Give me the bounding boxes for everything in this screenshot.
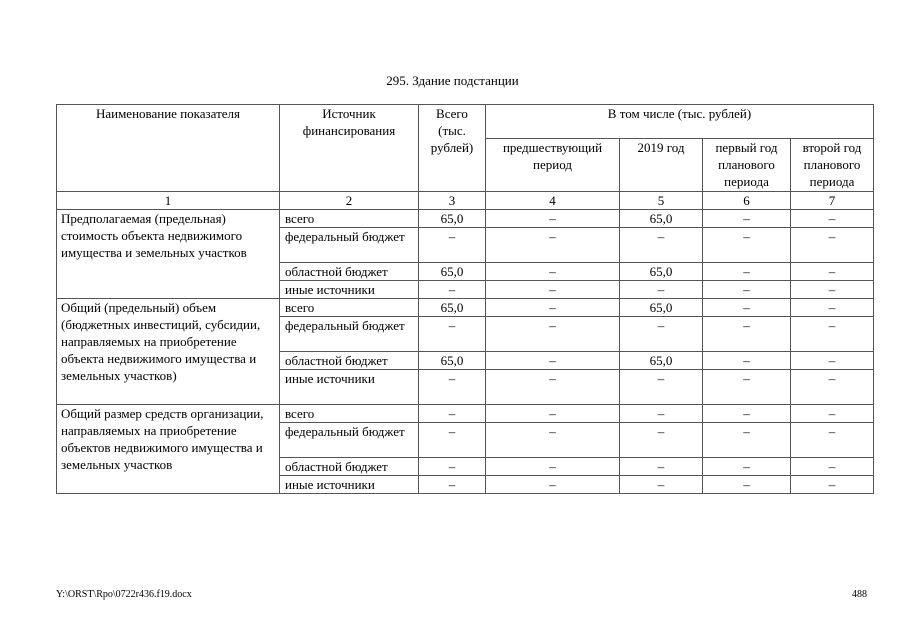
funding-source: всего (280, 405, 419, 423)
value-cell: – (486, 263, 620, 281)
indicator-name: Общий (предельный) объем (бюджетных инвестиций, субсидии, направляемых на приобретение объекта недвижимого имущества и земельных участков) (57, 299, 280, 405)
footer-page-number: 488 (852, 589, 867, 600)
value-cell: – (486, 405, 620, 423)
value-cell: – (791, 476, 874, 494)
value-cell: – (486, 370, 620, 405)
funding-source: областной бюджет (280, 352, 419, 370)
funding-source: иные источники (280, 281, 419, 299)
value-cell: – (703, 405, 791, 423)
value-cell: – (486, 476, 620, 494)
value-cell: 65,0 (419, 210, 486, 228)
table-row (57, 299, 874, 317)
funding-source: всего (280, 299, 419, 317)
value-cell: 65,0 (419, 352, 486, 370)
value-cell: – (419, 370, 486, 405)
column-number: 2 (280, 192, 419, 210)
value-cell: – (419, 458, 486, 476)
value-cell: – (791, 281, 874, 299)
column-number: 6 (703, 192, 791, 210)
value-cell: – (620, 228, 703, 263)
funding-source: иные источники (280, 476, 419, 494)
value-cell: – (703, 352, 791, 370)
funding-source: федеральный бюджет (280, 228, 419, 263)
value-cell: – (703, 210, 791, 228)
value-cell: – (620, 476, 703, 494)
value-cell: – (703, 476, 791, 494)
value-cell: 65,0 (419, 263, 486, 281)
value-cell: 65,0 (620, 352, 703, 370)
value-cell: – (620, 405, 703, 423)
column-number: 3 (419, 192, 486, 210)
value-cell: 65,0 (620, 299, 703, 317)
value-cell: – (486, 352, 620, 370)
table-row (57, 210, 874, 228)
value-cell: – (620, 370, 703, 405)
value-cell: 65,0 (620, 210, 703, 228)
value-cell: – (703, 281, 791, 299)
value-cell: – (791, 405, 874, 423)
header-plan-year-2: второй год планового периода (791, 139, 874, 192)
value-cell: – (419, 281, 486, 299)
value-cell: 65,0 (620, 263, 703, 281)
page-title: 295. Здание подстанции (386, 73, 519, 88)
value-cell: – (791, 352, 874, 370)
value-cell: – (620, 458, 703, 476)
value-cell: – (791, 263, 874, 281)
funding-source: областной бюджет (280, 458, 419, 476)
value-cell: – (419, 317, 486, 352)
header-source: Источник финансирования (280, 105, 419, 192)
value-cell: – (419, 405, 486, 423)
value-cell: – (791, 228, 874, 263)
value-cell: – (791, 370, 874, 405)
header-indicator: Наименование показателя (57, 105, 280, 192)
value-cell: – (620, 317, 703, 352)
value-cell: – (703, 228, 791, 263)
value-cell: – (486, 210, 620, 228)
value-cell: – (486, 458, 620, 476)
value-cell: – (791, 458, 874, 476)
table-row (57, 405, 874, 423)
indicator-name: Общий размер средств организации, направляемых на приобретение объектов недвижимого имущества и земельных участков (57, 405, 280, 494)
column-number: 5 (620, 192, 703, 210)
value-cell: – (791, 317, 874, 352)
value-cell: – (486, 228, 620, 263)
value-cell: – (791, 299, 874, 317)
column-number: 4 (486, 192, 620, 210)
value-cell: – (703, 263, 791, 281)
value-cell: – (620, 281, 703, 299)
value-cell: – (703, 317, 791, 352)
header-plan-year-1: первый год планового периода (703, 139, 791, 192)
value-cell: – (486, 281, 620, 299)
value-cell: – (486, 423, 620, 458)
value-cell: – (419, 423, 486, 458)
header-total: Всего (тыс. рублей) (419, 105, 486, 192)
column-number: 1 (57, 192, 280, 210)
footer-file-path: Y:\ORST\Rpo\0722r436.f19.docx (56, 589, 192, 600)
header-including: В том числе (тыс. рублей) (486, 105, 874, 139)
value-cell: – (791, 423, 874, 458)
value-cell: – (419, 228, 486, 263)
funding-source: иные источники (280, 370, 419, 405)
value-cell: – (703, 370, 791, 405)
funding-source: федеральный бюджет (280, 317, 419, 352)
column-number: 7 (791, 192, 874, 210)
funding-source: всего (280, 210, 419, 228)
funding-source: областной бюджет (280, 263, 419, 281)
indicator-name: Предполагаемая (предельная) стоимость объекта недвижимого имущества и земельных участков (57, 210, 280, 299)
value-cell: – (620, 423, 703, 458)
value-cell: 65,0 (419, 299, 486, 317)
value-cell: – (419, 476, 486, 494)
financing-table (56, 104, 874, 494)
header-prev-period: предшествующий период (486, 139, 620, 192)
column-number-row (57, 192, 874, 210)
header-2019: 2019 год (620, 139, 703, 192)
value-cell: – (703, 423, 791, 458)
funding-source: федеральный бюджет (280, 423, 419, 458)
value-cell: – (703, 299, 791, 317)
value-cell: – (486, 299, 620, 317)
value-cell: – (703, 458, 791, 476)
value-cell: – (791, 210, 874, 228)
value-cell: – (486, 317, 620, 352)
